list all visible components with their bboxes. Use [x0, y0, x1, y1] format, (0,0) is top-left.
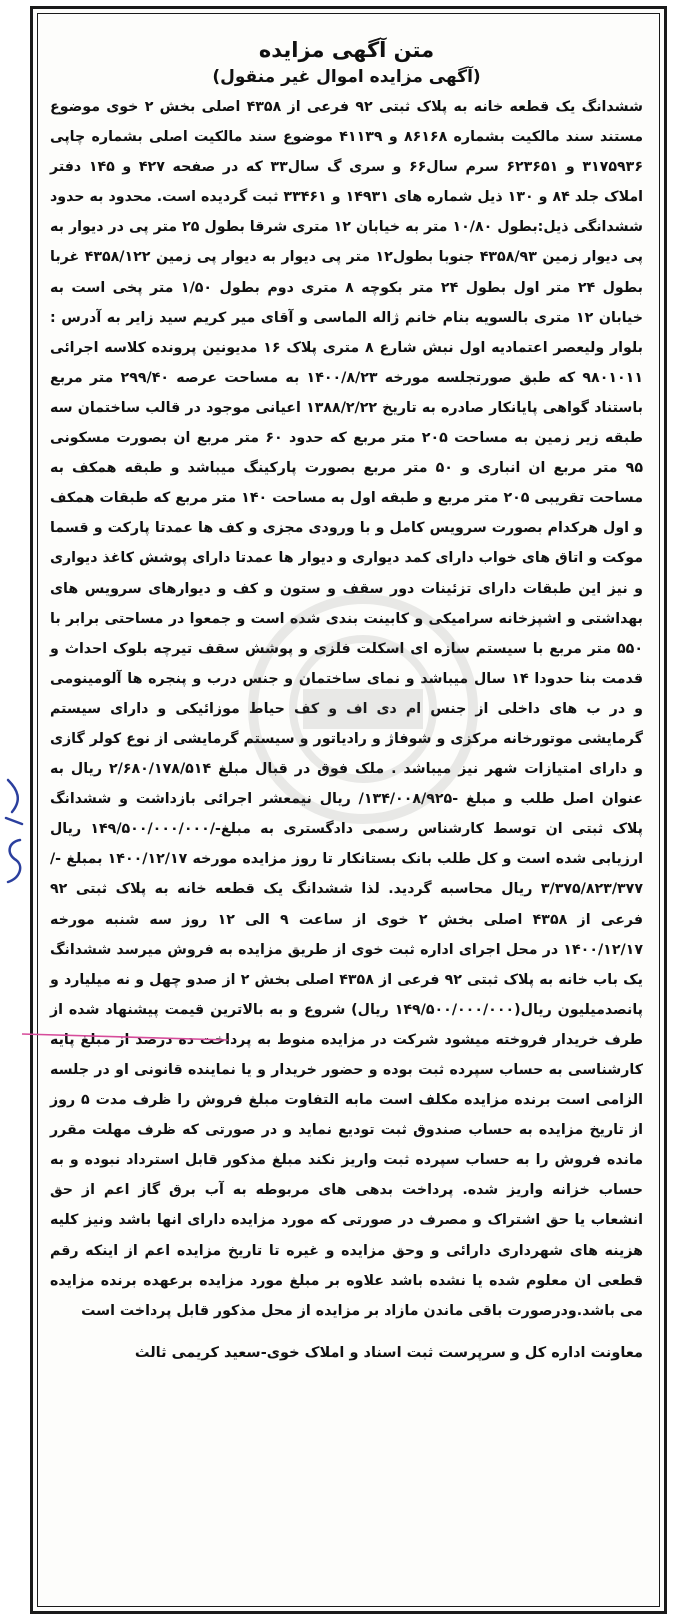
margin-pen-stroke	[20, 1030, 230, 1044]
notice-frame	[30, 6, 667, 1614]
notice-inner-border	[37, 13, 660, 1607]
notice-title: متن آگهی مزایده	[258, 38, 435, 62]
notice-body: ششدانگ یک قطعه خانه به پلاک ثبتی ۹۲ فرعی از ۴۳۵۸ اصلی بخش ۲ خوی موضوع مستند سند مالکیت بشماره ۸۶۱۶۸ و ۴۱۱۳۹ موضوع سند مالکیت اصلی بشماره چاپی ۳۱۷۵۹۳۶ و ۶۲۳۶۵۱ سرم سال۶۶ و سری گ سال۳۳ که در صفحه ۴۲۷ و ۱۴۵ دفتر املاک جلد ۸۴ و ۱۳۰ ذیل شماره های ۱۴۹۳۱ و ۳۳۴۶۱ ثبت گردیده است. محدود به حدود ششدانگی ذیل:بطول ۱۰/۸۰ متر به خیابان ۱۲ متری شرقا بطول ۲۵ متر پی در دیوار به پی دیوار زمین ۴۳۵۸/۹۳ جنوبا بطول۱۲ متر پی دیوار به دیوار پی زمین ۴۳۵۸/۱۲۲ غربا بطول ۲۴ متر اول بطول ۲۴ متر بکوچه ۸ متری دوم بطول ۱/۵۰ متر پخی است به خیابان ۱۲ متری بالسویه بنام خانم ژاله الماسی و آقای میر کریم سید زایر به آدرس : بلوار ولیعصر اعتمادیه اول نبش شارع ۸ متری پلاک ۱۶ مدیونین پرونده کلاسه اجرائی ۹۸۰۱۰۱۱ که طبق صورتجلسه مورخه ۱۴۰۰/۸/۲۳ به مساحت عرصه ۲۹۹/۴۰ متر مربع باستناد گواهی پایانکار صادره به تاریخ ۱۳۸۸/۲/۲۲ اعیانی موجود در قالب ساختمان سه طبقه زیر زمین به مساحت ۲۰۵ متر مربع که حدود ۶۰ متر مربع ان بصورت مسکونی ۹۵ متر مربع ان انباری و ۵۰ متر مربع بصورت پارکینگ میباشد و طبقه همکف به مساحت تقریبی ۲۰۵ متر مربع و طبقه اول به مساحت ۱۴۰ متر مربع که طبقات همکف و اول هرکدام بصورت سرویس کامل و با ورودی مجزی و کف ها عمدتا پارکت و قسما موکت و اتاق های خواب دارای کمد دیواری و دیوار ها عمدتا دارای پوشش کاغذ دیواری و نیز این طبقات دارای تزئینات دور سقف و ستون و کف و دیوارهای سرویس های بهداشتی و اشپزخانه سرامیکی و کابینت بندی شده است و جمعوا در مساحتی برابر با ۵۵۰ متر مربع با سیستم سازه ای اسکلت فلزی و پوشش سقف تیرچه بلوک احداث و قدمت بنا حدودا ۱۴ سال میباشد و نمای ساختمان و جنس درب و پنجره ها آلومینومی و در ب های داخلی از جنس ام دی اف و کف حیاط موزائیکی و دارای سیستم گرمایشی موتورخانه مرکزی و شوفاژ و رادیاتور و سیستم گرمایشی از نوع کولر گازی و دارای امتیازات شهر نیز میباشد . ملک فوق در قبال مبلغ ۲/۶۸۰/۱۷۸/۵۱۴ ریال به عنوان اصل طلب و مبلغ -۱۳۴/۰۰۸/۹۲۵/ ریال نیمعشر اجرائی بازداشت و ششدانگ پلاک ثبتی ان توسط کارشناس رسمی دادگستری به مبلغ-/۱۴۹/۵۰۰/۰۰۰/۰۰۰ ریال ارزیابی شده است و کل طلب بانک بستانکار تا روز مزایده مورخه ۱۴۰۰/۱۲/۱۷ بمبلغ -/۳/۳۷۵/۸۲۳/۳۷۷ ریال محاسبه گردید. لذا ششدانگ یک قطعه خانه به پلاک ثبتی ۹۲ فرعی از ۴۳۵۸ اصلی بخش ۲ خوی از ساعت ۹ الی ۱۲ روز سه شنبه مورخه ۱۴۰۰/۱۲/۱۷ در محل اجرای اداره ثبت خوی از طریق مزایده به فروش میرسد ششدانگ یک باب خانه به پلاک ثبتی ۹۲ فرعی از ۴۳۵۸ اصلی بخش ۲ از صدو چهل و نه میلیارد و پانصدمیلیون ریال(۱۴۹/۵۰۰/۰۰۰/۰۰۰ ریال) شروع و به بالاترین قیمت پیشنهاد شده از طرف خریدار فروخته میشود شرکت در مزایده منوط به پرداخت ده درصد از مبلغ پایه کارشناسی به حساب سپرده ثبت بوده و حضور خریدار و یا نماینده قانونی او در جلسه الزامی است برنده مزایده مکلف است مابه التفاوت مبلغ فروش را ظرف مدت ۵ روز از تاریخ مزایده به حساب صندوق ثبت تودیع نماید و در صورتی که ظرف مهلت مقرر مانده فروش را به حساب سپرده ثبت واریز نکند مبلغ مذکور قابل استرداد نبوده و به حساب خزانه واریز شده. پرداخت بدهی های مربوطه به آب برق گاز اعم از حق انشعاب یا حق اشتراک و مصرف در صورتی که مورد مزایده دارای انها باشد ونیز کلیه هزینه های شهرداری دارائی و وحق مزایده و غیره تا تاریخ مزایده اعم از اینکه رقم قطعی ان معلوم شده یا نشده باشد علاوه بر مبلغ مورد مزایده برعهده برنده مزایده می باشد.ودرصورت باقی ماندن مازاد بر مزایده از محل مذکور قابل پرداخت است	[50, 99, 644, 1319]
notice-subtitle: (آگهی مزایده اموال غیر منقول)	[212, 67, 481, 87]
handwritten-margin-mark	[0, 770, 30, 890]
notice-signature: معاونت اداره کل و سرپرست ثبت اسناد و املاک خوی-سعید کریمی ثالث	[134, 1344, 643, 1361]
